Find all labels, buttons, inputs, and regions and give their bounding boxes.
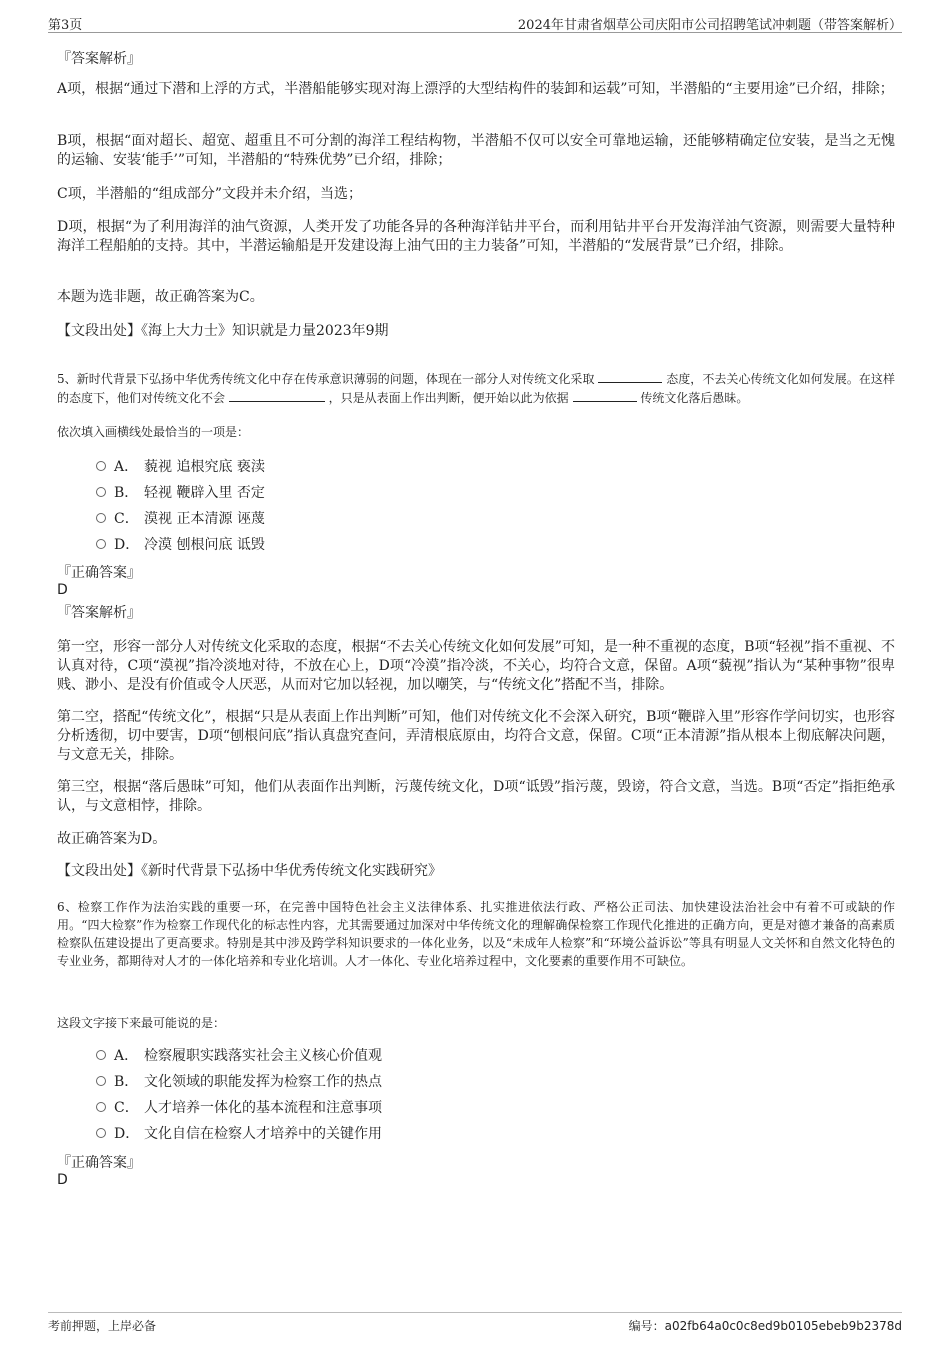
q5-analysis-para-2: 第二空，搭配“传统文化”，根据“只是从表面上作出判断”可知，他们对传统文化不会深入研究，B项“鞭辟入里”形容作学问切实，也形容分析透彻，切中要害，D项“刨根问底”指认真盘究查问，弄清根底原由，均符合文意，保留。C项“正本清源”指从根本上彻底解决问题，与文意无关，排除。 bbox=[57, 709, 895, 763]
document-title: 2024年甘肃省烟草公司庆阳市公司招聘笔试冲刺题（带答案解析） bbox=[517, 18, 902, 33]
q6-correct-label: 『正确答案』 bbox=[57, 1155, 141, 1171]
q6-option-d[interactable]: D． 文化自信在检察人才培养中的关键作用 bbox=[96, 1124, 382, 1144]
q5-analysis-label: 『答案解析』 bbox=[57, 605, 141, 621]
q6-option-c[interactable]: C． 人才培养一体化的基本流程和注意事项 bbox=[96, 1098, 382, 1118]
q5-option-d[interactable]: D． 冷漠 刨根问底 诋毁 bbox=[96, 535, 265, 555]
radio-icon[interactable] bbox=[96, 1050, 106, 1060]
q5-correct-answer: D bbox=[57, 582, 68, 598]
radio-icon[interactable] bbox=[96, 1102, 106, 1112]
q4-analysis-para-c: C项，半潜船的“组成部分”文段并未介绍，当选； bbox=[57, 186, 363, 202]
q5-option-b[interactable]: B． 轻视 鞭辟入里 否定 bbox=[96, 483, 265, 503]
q5-option-c[interactable]: C． 漠视 正本清源 诬蔑 bbox=[96, 509, 265, 529]
radio-icon[interactable] bbox=[96, 487, 106, 497]
q5-analysis-para-3: 第三空，根据“落后愚昧”可知，他们从表面作出判断，污蔑传统文化，D项“诋毁”指污蔑，毁谤，符合文意，当选。B项“否定”指拒绝承认，与文意相悖，排除。 bbox=[57, 779, 895, 814]
fill-blank-2 bbox=[229, 388, 325, 402]
fill-blank-1 bbox=[598, 369, 662, 383]
q5-conclusion: 故正确答案为D。 bbox=[57, 831, 167, 847]
page-number: 第3页 bbox=[48, 18, 83, 33]
q5-source: 【文段出处】《新时代背景下弘扬中华优秀传统文化实践研究》 bbox=[57, 863, 442, 879]
q6-option-a[interactable]: A． 检察履职实践落实社会主义核心价值观 bbox=[96, 1046, 382, 1066]
q6-option-b[interactable]: B． 文化领域的职能发挥为检察工作的热点 bbox=[96, 1072, 382, 1092]
q4-source: 【文段出处】《海上大力士》知识就是力量2023年9期 bbox=[57, 323, 389, 339]
q4-analysis-para-d: D项，根据“为了利用海洋的油气资源，人类开发了功能各异的各种海洋钻井平台，而利用钻井平台开发海洋油气资源，则需要大量特种海洋工程船舶的支持。其中，半潜运输船是开发建设海上油气田的主力装备”可知，半潜船的“发展背景”已介绍，排除。 bbox=[57, 219, 895, 254]
page-footer bbox=[48, 1312, 902, 1335]
q6-correct-answer: D bbox=[57, 1172, 68, 1188]
fill-blank-3 bbox=[573, 388, 637, 402]
radio-icon[interactable] bbox=[96, 539, 106, 549]
q5-correct-label: 『正确答案』 bbox=[57, 565, 141, 581]
q5-analysis-para-1: 第一空，形容一部分人对传统文化采取的态度，根据“不去关心传统文化如何发展”可知，是一种不重视的态度，B项“轻视”指不重视、不认真对待，C项“漠视”指冷淡地对待，不放在心上，D项“冷漠”指冷淡，不关心，均符合文意，保留。A项“藐视”指认为“某种事物”很卑贱、渺小、是没有价值或令人厌恶，从而对它加以轻视，加以嘲笑，与“传统文化”搭配不当，排除。 bbox=[57, 639, 895, 693]
q4-analysis-para-b: B项，根据“面对超长、超宽、超重且不可分割的海洋工程结构物，半潜船不仅可以安全可靠地运输，还能够精确定位安装，是当之无愧的运输、安装‘能手’”可知，半潜船的“特殊优势”已介绍，排除； bbox=[57, 133, 895, 168]
radio-icon[interactable] bbox=[96, 461, 106, 471]
q5-prompt: 依次填入画横线处最恰当的一项是： bbox=[57, 425, 250, 439]
q4-conclusion: 本题为选非题，故正确答案为C。 bbox=[57, 289, 264, 305]
q5-stem: 5、新时代背景下弘扬中华优秀传统文化中存在传承意识薄弱的问题，体现在一部分人对传统文化采取 态度，不去关心传统文化如何发展。在这样的态度下，他们对传统文化不会 ，只是从表面上作出判断，便开始以此为依据 传统文化落后愚昧。 bbox=[57, 369, 895, 407]
page-header bbox=[48, 12, 902, 33]
q4-analysis-para-a: A项，根据“通过下潜和上浮的方式，半潜船能够实现对海上漂浮的大型结构件的装卸和运载”可知，半潜船的“主要用途”已介绍，排除； bbox=[57, 81, 894, 97]
q6-stem: 6、检察工作作为法治实践的重要一环，在完善中国特色社会主义法律体系、扎实推进依法行政、严格公正司法、加快建设法治社会中有着不可或缺的作用。“四大检察”作为检察工作现代化的标志性内容，尤其需要通过加深对中华传统文化的理解确保检察工作现代化推进的正确方向，更是对德才兼备的高素质检察队伍建设提出了更高要求。特别是其中涉及跨学科知识要求的一体化业务，以及“未成年人检察”和“环境公益诉讼”等具有明显人文关怀和自然文化特色的专业业务，都期待对人才的一体化培养和专业化培训。人才一体化、专业化培养过程中，文化要素的重要作用不可缺位。 bbox=[57, 900, 895, 968]
radio-icon[interactable] bbox=[96, 1076, 106, 1086]
document-id: 编号：a02fb64a0c0c8ed9b0105ebeb9b2378d bbox=[628, 1319, 902, 1333]
footer-slogan: 考前押题，上岸必备 bbox=[48, 1319, 157, 1333]
q4-analysis-label: 『答案解析』 bbox=[57, 51, 141, 67]
radio-icon[interactable] bbox=[96, 1128, 106, 1138]
q5-option-a[interactable]: A． 藐视 追根究底 亵渎 bbox=[96, 457, 265, 477]
radio-icon[interactable] bbox=[96, 513, 106, 523]
q6-prompt: 这段文字接下来最可能说的是： bbox=[57, 1016, 226, 1030]
